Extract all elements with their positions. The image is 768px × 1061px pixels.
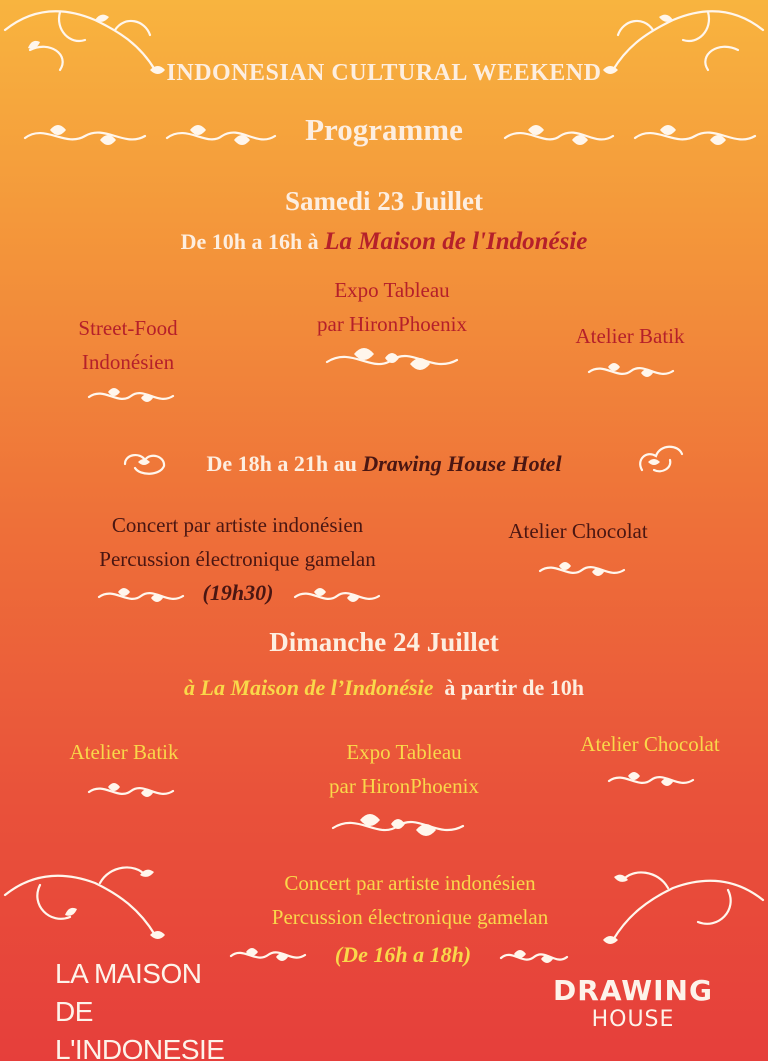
batik-item-saturday: Atelier Batik xyxy=(575,324,685,348)
flourish-icon xyxy=(537,556,627,584)
programme-heading: Programme xyxy=(305,112,463,147)
logo-left-line2: L'INDONESIE xyxy=(55,1034,225,1061)
flourish-icon xyxy=(500,118,618,154)
logo-right-line1: DRAWING xyxy=(553,974,713,1007)
sunday-venue: à La Maison de l’Indonésie xyxy=(184,675,434,700)
corner-ornament-bottom-left xyxy=(0,855,170,950)
expo-sunday-line1: Expo Tableau xyxy=(346,740,462,764)
saturday-date: Samedi 23 Juillet xyxy=(284,186,483,216)
logo-right-line2: HOUSE xyxy=(591,1007,675,1032)
concert-line2: Percussion électronique gamelan xyxy=(99,547,376,571)
concert-item-sunday xyxy=(210,866,610,934)
concert-time-sunday: (De 16h a 18h) xyxy=(334,942,472,967)
concert-item-saturday xyxy=(40,508,435,576)
saturday-session2-time: De 18h a 21h xyxy=(206,451,329,476)
concert-line1: Concert par artiste indonésien xyxy=(111,513,364,537)
saturday-session1-line xyxy=(0,228,768,256)
concert-sunday-line1: Concert par artiste indonésien xyxy=(284,871,536,895)
flourish-icon xyxy=(86,382,176,410)
street-food-line2: Indonésien xyxy=(81,350,175,374)
chocolat-item-saturday: Atelier Chocolat xyxy=(508,519,648,543)
cloud-ornament-icon xyxy=(634,440,686,480)
expo-item-sunday xyxy=(284,735,524,803)
logo-left-line1: LA MAISON DE xyxy=(55,958,202,1027)
page-title: INDONESIAN CULTURAL WEEKEND xyxy=(166,60,602,86)
flourish-icon xyxy=(292,582,382,610)
flourish-icon xyxy=(630,118,760,154)
expo-line2: par HironPhoenix xyxy=(317,312,467,336)
sunday-session-line xyxy=(0,675,768,701)
chocolat-item-sunday: Atelier Chocolat xyxy=(580,732,720,756)
flourish-icon xyxy=(498,944,570,970)
maison-indonesie-logo xyxy=(55,955,230,1061)
concert-sunday-line2: Percussion électronique gamelan xyxy=(271,905,549,929)
flourish-icon xyxy=(86,777,176,805)
street-food-item xyxy=(38,311,218,379)
saturday-session1-time: De 10h a 16h à xyxy=(180,229,319,254)
corner-ornament-bottom-right xyxy=(598,860,768,955)
sunday-date: Dimanche 24 Juillet xyxy=(269,627,499,657)
expo-item-saturday xyxy=(272,273,512,341)
saturday-session1-venue: La Maison de l'Indonésie xyxy=(324,228,588,255)
street-food-line1: Street-Food xyxy=(78,316,178,340)
saturday-session2-venue: Drawing House Hotel xyxy=(362,451,562,476)
expo-sunday-line2: par HironPhoenix xyxy=(329,774,479,798)
flourish-icon xyxy=(606,766,696,794)
flourish-icon xyxy=(586,357,676,385)
concert-time-saturday: (19h30) xyxy=(202,580,274,605)
saturday-session2-connector: au xyxy=(333,451,357,476)
sunday-time: à partir de 10h xyxy=(444,675,584,700)
flourish-icon xyxy=(322,340,462,380)
flourish-icon xyxy=(96,582,186,610)
flourish-icon xyxy=(328,806,468,846)
drawing-house-logo xyxy=(548,975,718,1033)
expo-line1: Expo Tableau xyxy=(334,278,450,302)
batik-item-sunday: Atelier Batik xyxy=(69,740,179,764)
flourish-icon xyxy=(228,942,308,968)
